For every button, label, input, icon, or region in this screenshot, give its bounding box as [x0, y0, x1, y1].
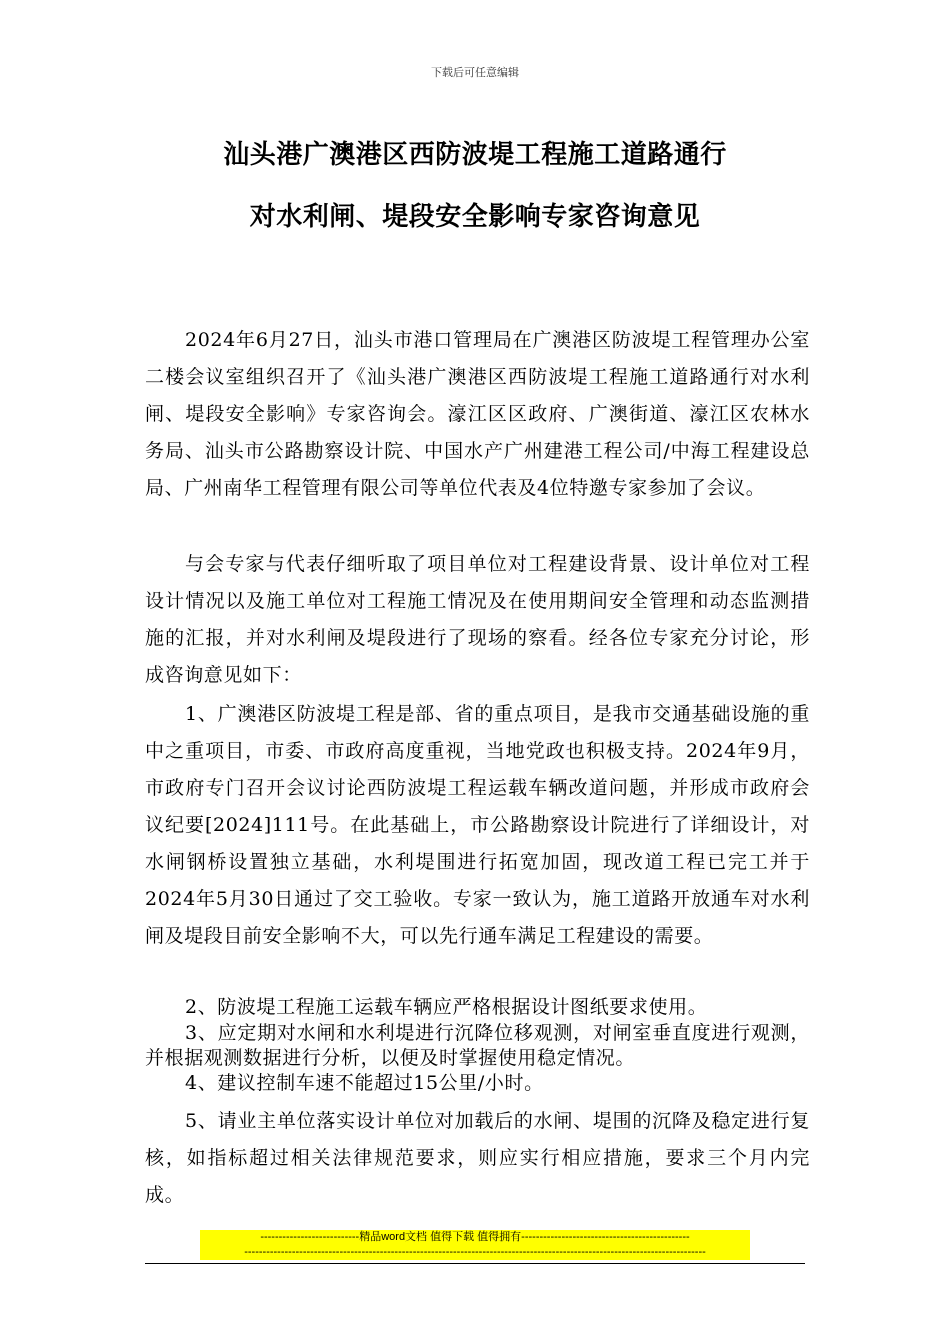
paragraph-meeting-intro: 2024年6月27日，汕头市港口管理局在广澳港区防波堤工程管理办公室二楼会议室组织召开了《汕头港广澳港区西防波堤工程施工道路通行对水利闸、堤段安全影响》专家咨询会。濠江区区政府、广澳街道、濠江区农林水务局、汕头市公路勘察设计院、中国水产广州建港工程公司/中海工程建设总局、广州南华工程管理有限公司等单位代表及4位特邀专家参加了会议。 [145, 329, 810, 499]
opinion-item-1: 1、广澳港区防波堤工程是部、省的重点项目，是我市交通基础设施的重中之重项目，市委、市政府高度重视，当地党政也积极支持。2024年9月，市政府专门召开会议讨论西防波堤工程运载车辆改道问题，并形成市政府会议纪要[2024]111号。在此基础上，市公路勘察设计院进行了详细设计，对水闸钢桥设置独立基础，水利堤围进行拓宽加固，现改道工程已完工并于2024年5月30日通过了交工验收。专家一致认为，施工道路开放通车对水利闸及堤段目前安全影响不大，可以先行通车满足工程建设的需要。 [145, 703, 810, 947]
footer-banner-dashes: ------------------------------------------------------------------------------------------------------------------------------ [244, 1246, 706, 1258]
footer-highlight-banner [200, 1230, 750, 1260]
header-note: 下载后可任意编辑 [431, 66, 519, 79]
opinion-item-3: 3、应定期对水闸和水利堤进行沉降位移观测，对闸室垂直度进行观测，并根据观测数据进行分析，以便及时掌握使用稳定情况。 [145, 1022, 810, 1069]
opinion-item-2: 2、防波堤工程施工运载车辆应严格根据设计图纸要求使用。 [185, 996, 708, 1018]
document-title-line-2: 对水利闸、堤段安全影响专家咨询意见 [249, 202, 701, 232]
paragraph-discussion: 与会专家与代表仔细听取了项目单位对工程建设背景、设计单位对工程设计情况以及施工单位对工程施工情况及在使用期间安全管理和动态监测措施的汇报，并对水利闸及堤段进行了现场的察看。经各位专家充分讨论，形成咨询意见如下： [145, 553, 810, 686]
document-title-line-1: 汕头港广澳港区西防波堤工程施工道路通行 [223, 140, 727, 170]
opinion-item-4: 4、建议控制车速不能超过15公里/小时。 [185, 1072, 544, 1094]
opinion-item-5: 5、请业主单位落实设计单位对加载后的水闸、堤围的沉降及稳定进行复核，如指标超过相关法律规范要求，则应实行相应措施，要求三个月内完成。 [145, 1110, 810, 1206]
footer-divider [145, 1263, 805, 1264]
footer-banner-text: ---------------------------精品word文档 值得下载 值得拥有---------------------------------------------- [260, 1231, 690, 1243]
